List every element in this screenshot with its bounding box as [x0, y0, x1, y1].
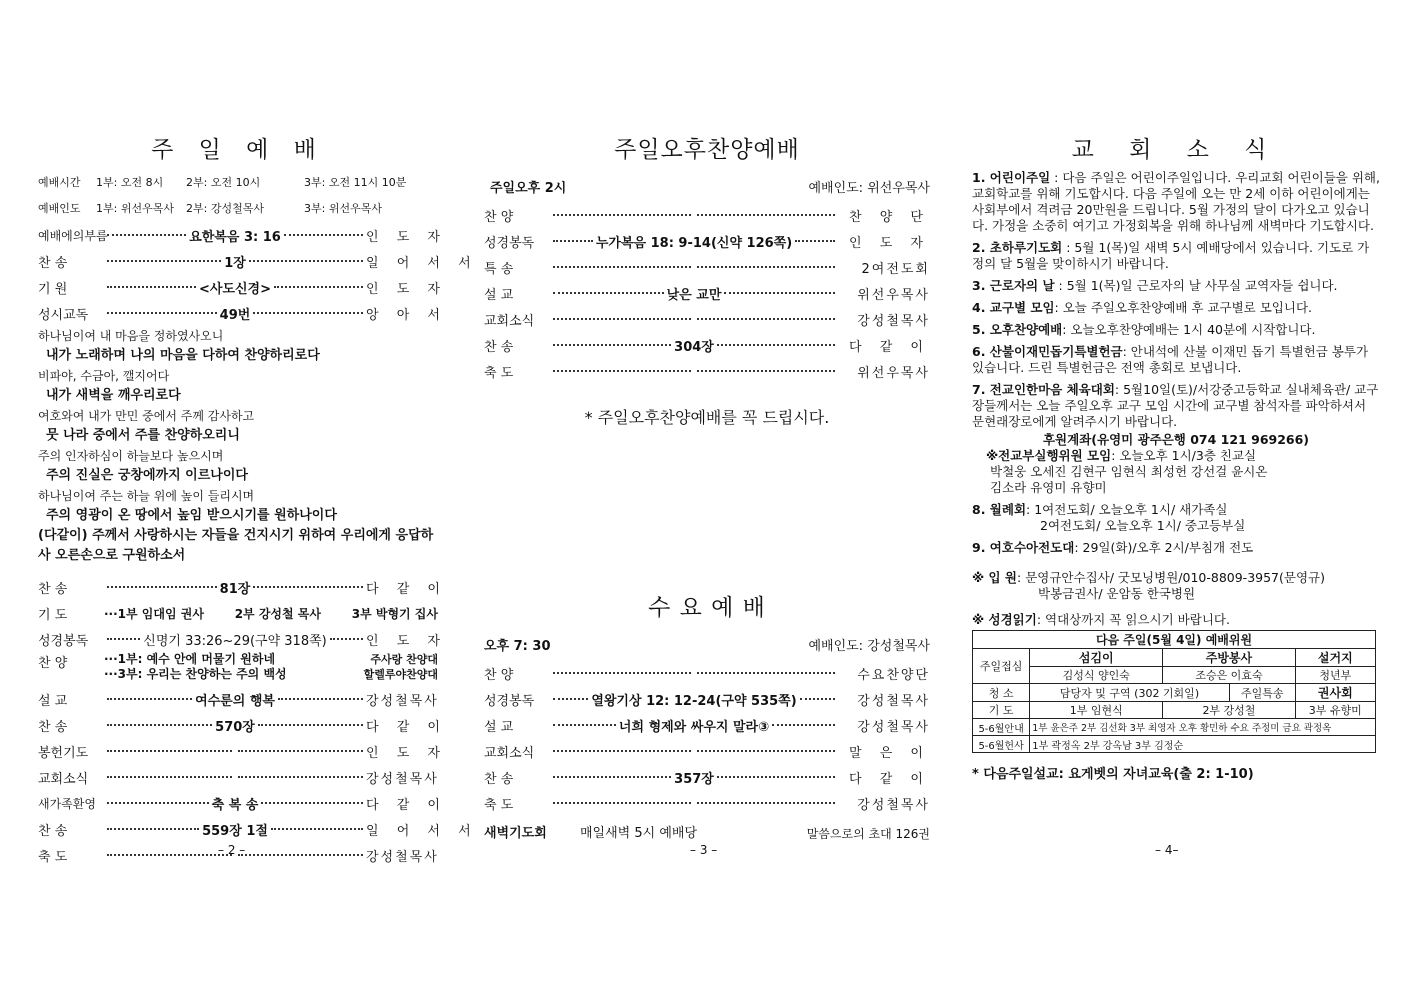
- row-label: 설 교: [484, 287, 514, 303]
- duty-cell: 섬김이: [1030, 649, 1163, 667]
- hospital-notice: ※ 입 원: 문영규안수집사/ 굿모닝병원/010-8809-3957(문영규): [972, 570, 1325, 585]
- row-label: 찬 송: [38, 581, 68, 597]
- dawn-label: 새벽기도회: [484, 826, 547, 841]
- news-item: 3. 근로자의 날 : 5월 1(목)일 근로자의 날 사무실 교역자들 쉽니다.: [972, 278, 1338, 293]
- congregation-line: 내가 노래하며 나의 마음을 다하여 찬양하리로다: [46, 348, 320, 363]
- anthem-choir-3: 할렐루야찬양대: [363, 668, 438, 681]
- duty-cell: 3부 유향미: [1295, 702, 1375, 719]
- sunday-worship-column: [38, 130, 478, 868]
- order-row: [38, 712, 447, 738]
- row-label: 예배에의부름: [38, 228, 108, 243]
- row-label: 성경봉독: [38, 633, 89, 649]
- committee-members: 박철웅 오세진 김현구 임현식 최성헌 강선걸 윤시온: [990, 464, 1268, 479]
- row-person: 2여전도회: [861, 261, 930, 277]
- row-person: 인 도 자: [366, 633, 447, 649]
- congregation-line: 주의 진실은 궁창에까지 이르나이다: [46, 468, 248, 483]
- afternoon-leader: 예배인도: 위선우목사: [808, 181, 930, 196]
- leader-line: 주의 인자하심이 하늘보다 높으시며: [38, 449, 224, 463]
- order-row: [38, 574, 447, 600]
- row-person: 다 같 이: [849, 771, 930, 787]
- order-row: [484, 280, 930, 306]
- row-content: 여수룬의 행복: [195, 693, 275, 709]
- row-label: 설 교: [38, 693, 68, 709]
- row-person: 일 어 서 서: [366, 255, 478, 271]
- order-row: [484, 358, 930, 384]
- order-row: [38, 738, 447, 764]
- row-person: 강성철목사: [366, 771, 439, 787]
- duty-cell: 설거지: [1295, 649, 1375, 667]
- congregation-line: 주의 영광이 온 땅에서 높임 받으시기를 원하나이다: [46, 508, 337, 523]
- afternoon-header: [484, 176, 930, 202]
- duty-cell: 2부 강성철: [1163, 702, 1295, 719]
- row-person: 찬 양 단: [849, 209, 930, 225]
- dawn-right: 말씀으로의 초대 126권: [806, 827, 930, 841]
- order-row: [38, 686, 438, 712]
- congregation-line: 뭇 나라 중에서 주를 찬양하오리니: [46, 428, 240, 443]
- row-content: <사도신경>: [198, 281, 272, 297]
- church-news-column: [972, 130, 1380, 782]
- row-label: 특 송: [484, 261, 514, 277]
- anthem-choir-1: 주사랑 찬양대: [370, 653, 438, 666]
- dawn-text: 매일새벽 5시 예배당: [580, 826, 697, 841]
- info-label: 예배인도: [38, 202, 81, 215]
- bible-reading: ※ 성경읽기: 역대상까지 꼭 읽으시기 바랍니다.: [972, 612, 1230, 627]
- news-item-8-line2: 2여전도회/ 오늘오후 1시/ 중고등부실: [1040, 518, 1246, 533]
- order-row: [484, 738, 930, 764]
- row-content: 요한복음 3: 16: [189, 229, 281, 245]
- info-label: 예배시간: [38, 176, 81, 189]
- order-row: [38, 274, 447, 300]
- row-content: 너희 형제와 싸우지 말라③: [618, 719, 770, 735]
- row-content: 304장: [674, 339, 714, 355]
- row-person: 강성철목사: [366, 693, 439, 709]
- duty-cell: 5-6월헌사: [973, 736, 1030, 753]
- worship-leader-info: [38, 196, 438, 222]
- order-row: [484, 228, 930, 254]
- donation-account: 후원계좌(유영미 광주은행 074 121 969266): [1042, 432, 1310, 447]
- order-row: [484, 202, 930, 228]
- row-person: 위선우목사: [857, 287, 930, 303]
- row-person: 일 어 서 서: [366, 823, 478, 839]
- row-content: 559장 1절: [202, 823, 268, 839]
- duty-cell: 조승은 이효숙: [1163, 667, 1295, 684]
- row-content: 357장: [674, 771, 714, 787]
- prayer-service1: ···1부 임대임 권사: [104, 606, 204, 621]
- news-item: 1. 어린이주일 : 다음 주일은 어린이주일입니다. 우리교회 어린이들을 위해, 교회학교를 위해 기도합시다. 다음 주일에 오는 만 2세 이하 어린이에게는 사회부에서 격려금 20만원을 드립니다. 5월 가정의 달이 다가오고 있습니다. 가정을 소중히 여기고 가정회복을 위해 하나님께 새벽마다 기도합시다.: [972, 170, 1380, 233]
- row-label: 축 도: [38, 849, 68, 865]
- page-number-4: – 4–: [1155, 843, 1179, 857]
- afternoon-note: * 주일오후찬양예배를 꼭 드립시다.: [584, 408, 830, 427]
- order-row: [38, 300, 447, 326]
- worship-time-info: [38, 170, 438, 196]
- row-person: 위선우목사: [857, 365, 930, 381]
- duty-cell: 1부 임현식: [1030, 702, 1163, 719]
- duty-cell: 김성식 양인숙: [1030, 667, 1163, 684]
- row-label: 새가족환영: [38, 796, 96, 811]
- row-label: 찬 송: [38, 823, 68, 839]
- order-row: [484, 686, 930, 712]
- row-person: 인 도 자: [366, 229, 447, 245]
- order-row: [38, 248, 478, 274]
- row-content: 570장: [215, 719, 255, 735]
- duty-table-header: 다음 주일(5월 4일) 예배위원: [973, 631, 1376, 649]
- anthem-row: [38, 652, 438, 686]
- prayer-row: [38, 600, 438, 626]
- news-item: 4. 교구별 모임: 오늘 주일오후찬양예배 후 교구별로 모입니다.: [972, 300, 1313, 315]
- row-content: 열왕기상 12: 12-24(구약 535쪽): [591, 693, 797, 709]
- news-item: 2. 초하루기도회 : 5월 1(목)일 새벽 5시 예배당에서 있습니다. 기도로 가정의 달 5월을 맞이하시기 바랍니다.: [972, 240, 1370, 271]
- order-row: [38, 222, 447, 248]
- congregation-line: 내가 새벽을 깨우리로다: [46, 388, 181, 403]
- row-person: 다 같 이: [366, 581, 447, 597]
- row-label: 기 원: [38, 281, 68, 297]
- row-content: 낮은 교만: [666, 287, 722, 303]
- row-label: 설 교: [484, 719, 514, 735]
- row-label: 봉헌기도: [38, 745, 89, 761]
- order-row: [38, 816, 478, 842]
- committee-members: 김소라 유영미 유향미: [990, 480, 1107, 495]
- page-number-3: – 3 –: [690, 843, 718, 857]
- row-label: 찬 양: [484, 667, 514, 683]
- info-service1: 1부: 위선우목사: [96, 202, 174, 215]
- responsive-reading: [38, 326, 438, 566]
- row-person: 강성철목사: [857, 797, 930, 813]
- news-item: 7. 전교인한마음 체육대회: 5월10일(토)/서강중고등학교 실내체육관/ 교구장들께서는 오늘 주일오후 교구 모임 시간에 교구별 참석자를 파악하셔서 문현래장로에게 알려주시기 바랍니다.: [972, 382, 1379, 429]
- row-label: 기 도: [38, 607, 68, 623]
- duty-cell: 권사회: [1295, 684, 1375, 702]
- row-label: 축 도: [484, 797, 514, 813]
- leader-line: 하나님이여 내 마음을 정하였사오니: [38, 329, 224, 343]
- row-content: 1장: [224, 255, 246, 271]
- leader-line: 여호와여 내가 만민 중에서 주께 감사하고: [38, 409, 255, 423]
- news-item: 5. 오후찬양예배: 오늘오후찬양예배는 1시 40분에 시작합니다.: [972, 322, 1316, 337]
- row-person: 다 같 이: [366, 719, 447, 735]
- row-person: 말 은 이: [849, 745, 930, 761]
- info-service1: 1부: 오전 8시: [96, 176, 164, 189]
- wednesday-worship-title: 수 요 예 배: [648, 595, 766, 621]
- info-service2: 2부: 오전 10시: [186, 176, 261, 189]
- duty-cell: 1부 곽정옥 2부 강옥남 3부 김정순: [1030, 736, 1376, 753]
- order-row: [38, 626, 447, 652]
- info-service3: 3부: 위선우목사: [304, 202, 382, 215]
- hospital-notice-line2: 박봉금권사/ 운암동 한국병원: [1038, 586, 1196, 601]
- order-row: [484, 254, 930, 280]
- row-person: 강성철목사: [857, 719, 930, 735]
- news-item: 6. 산불이재민돕기특별헌금: 안내석에 산불 이재민 돕기 특별헌금 봉투가 있습니다. 드린 특별헌금은 전액 총회로 보냅니다.: [972, 344, 1369, 375]
- row-person: 다 같 이: [366, 797, 447, 813]
- leader-line: 하나님이여 주는 하늘 위에 높이 들리시며: [38, 489, 255, 503]
- row-content: 81장: [219, 581, 251, 597]
- duty-table: [972, 630, 1376, 753]
- anthem-title-1: ···1부: 예수 안에 머물기 원하네: [104, 652, 276, 666]
- duty-cell: 주방봉사: [1163, 649, 1295, 667]
- row-label: 성경봉독: [484, 235, 535, 251]
- church-news-title: 교 회 소 식: [1071, 137, 1281, 163]
- row-person: 인 도 자: [366, 745, 447, 761]
- order-row: [484, 660, 930, 686]
- row-person: 앙 아 서: [366, 307, 447, 323]
- row-person: 다 같 이: [849, 339, 930, 355]
- afternoon-time: 주일오후 2시: [490, 181, 567, 196]
- prayer-service2: 2부 강성철 목사: [234, 606, 321, 621]
- news-list: [972, 170, 1380, 628]
- row-person: 강성철목사: [857, 313, 930, 329]
- row-content: 49번: [219, 307, 251, 323]
- order-row: [38, 790, 447, 816]
- row-person: 수요찬양단: [857, 667, 930, 683]
- row-person: 인 도 자: [849, 235, 930, 251]
- duty-cell: 1부 윤은주 2부 김선화 3부 최영자 오후 황민하 수요 주정미 금요 곽정옥: [1030, 719, 1376, 736]
- page-number-2: – 2 –: [218, 843, 246, 857]
- row-label: 교회소식: [38, 771, 89, 787]
- duty-cell: 담당자 및 구역 (302 기회일): [1030, 684, 1230, 702]
- prayer-service3: 3부 박형기 집사: [351, 606, 438, 621]
- news-item-8: 8. 월례회: 1여전도회/ 오늘오후 1시/ 새가족실: [972, 502, 1228, 517]
- row-label: 성경봉독: [484, 693, 535, 709]
- info-service2: 2부: 강성철목사: [186, 202, 264, 215]
- row-label: 찬 양: [38, 656, 68, 671]
- next-sermon: * 다음주일설교: 요게벳의 자녀교육(출 2: 1-10): [972, 767, 1254, 782]
- row-label: 찬 송: [484, 339, 514, 355]
- sunday-worship-title: 주 일 예 배: [151, 137, 325, 163]
- row-label: 찬 송: [38, 719, 68, 735]
- row-content: 누가복음 18: 9-14(신약 126쪽): [595, 235, 793, 251]
- order-row: [484, 764, 930, 790]
- info-service3: 3부: 오전 11시 10분: [304, 176, 407, 189]
- wednesday-header: [484, 634, 930, 660]
- duty-cell: 주일특송: [1229, 684, 1295, 702]
- row-label: 찬 송: [484, 771, 514, 787]
- row-person: 강성철목사: [366, 849, 439, 865]
- row-content: 축 복 송: [211, 797, 259, 813]
- afternoon-worship-column: [484, 130, 930, 848]
- order-row: [484, 712, 930, 738]
- wednesday-leader: 예배인도: 강성철목사: [808, 639, 930, 654]
- duty-cell: 청년부: [1295, 667, 1375, 684]
- duty-cell: 주일접심: [973, 649, 1030, 684]
- leader-line: 비파야, 수금아, 깰지어다: [38, 369, 170, 383]
- news-item-9: 9. 여호수아전도대: 29일(화)/오후 2시/부침개 전도: [972, 540, 1254, 555]
- row-label: 축 도: [484, 365, 514, 381]
- row-label: 교회소식: [484, 745, 535, 761]
- row-label: 찬 양: [484, 209, 514, 225]
- row-label: 찬 송: [38, 255, 68, 271]
- order-row: [38, 764, 438, 790]
- duty-cell: 청 소: [973, 684, 1030, 702]
- order-row: [484, 790, 930, 816]
- unison-line: (다같이) 주께서 사랑하시는 자들을 건지시기 위하여 우리에게 응답하사 오른손으로 구원하소서: [38, 528, 434, 563]
- duty-cell: 기 도: [973, 702, 1030, 719]
- row-label: 교회소식: [484, 313, 535, 329]
- row-content: 신명기 33:26~29(구약 318쪽): [143, 633, 327, 649]
- afternoon-worship-title: 주일오후찬양예배: [614, 137, 800, 163]
- duty-cell: 5-6월안내: [973, 719, 1030, 736]
- committee-meeting: ※전교부실행위원 모임: 오늘오후 1시/3층 친교실: [986, 448, 1257, 463]
- order-row: [484, 306, 930, 332]
- row-person: 인 도 자: [366, 281, 447, 297]
- row-label: 성시교독: [38, 307, 89, 323]
- row-person: 강성철목사: [857, 693, 930, 709]
- wednesday-time: 오후 7: 30: [484, 639, 551, 654]
- anthem-title-3: ···3부: 우리는 찬양하는 주의 백성: [104, 667, 287, 681]
- order-row: [484, 332, 930, 358]
